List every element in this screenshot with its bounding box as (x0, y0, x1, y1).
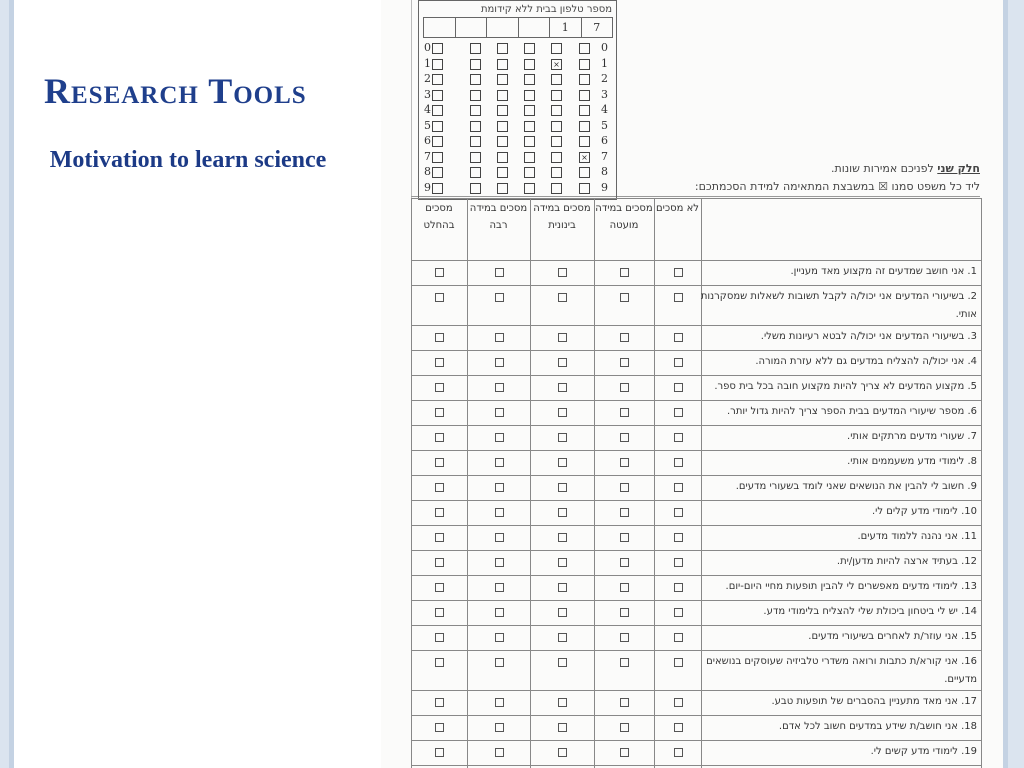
column-header: מסכים במידה בינונית (533, 203, 591, 231)
section-title: חלק שני (937, 162, 980, 175)
table-row-line (411, 450, 981, 451)
left-decor-stripe (9, 0, 14, 768)
digit-checkbox[interactable] (524, 59, 535, 70)
table-col-line (981, 198, 982, 768)
digit-checkbox[interactable] (470, 136, 481, 147)
likert-checkbox[interactable] (435, 333, 444, 342)
digit-row (419, 72, 616, 87)
digit-label-right: 0 (601, 41, 608, 54)
likert-checkbox[interactable] (620, 433, 629, 442)
likert-checkbox[interactable] (674, 583, 683, 592)
instructions: ליד כל משפט סמנו ☒ במשבצת המתאימה למידת הסכמתכם: (694, 180, 980, 193)
likert-checkbox[interactable] (435, 483, 444, 492)
digit-label-right: 9 (601, 180, 608, 194)
likert-checkbox[interactable] (495, 748, 504, 757)
digit-checkbox[interactable] (551, 74, 562, 85)
digit-label-right: 8 (601, 165, 608, 178)
likert-checkbox[interactable] (495, 533, 504, 542)
digit-checkbox[interactable] (524, 152, 535, 163)
digit-checkbox[interactable] (497, 167, 508, 178)
likert-checkbox[interactable] (674, 608, 683, 617)
likert-checkbox[interactable] (620, 358, 629, 367)
likert-checkbox[interactable] (674, 658, 683, 667)
digit-checkbox[interactable] (497, 59, 508, 70)
phone-number-grid (418, 0, 617, 200)
likert-checkbox[interactable] (558, 633, 567, 642)
likert-checkbox[interactable] (620, 483, 629, 492)
likert-checkbox[interactable] (435, 633, 444, 642)
likert-checkbox[interactable] (435, 458, 444, 467)
phone-digit-cell[interactable]: 7 (593, 21, 601, 34)
digit-label: 6 (424, 134, 431, 147)
likert-checkbox[interactable] (674, 268, 683, 277)
statement-text: 4. אני יכול/ה להצליח במדעים גם ללא עזרת המורה. (755, 356, 977, 367)
likert-checkbox[interactable] (674, 508, 683, 517)
likert-checkbox[interactable] (674, 293, 683, 302)
statement-text: 16. אני קורא/ת כתבות ורואה משדרי טלביזיה שעוסקים בנושאים מדעיים. (706, 656, 977, 685)
digit-checkbox[interactable] (432, 59, 443, 70)
table-col-line (654, 198, 655, 768)
likert-checkbox[interactable] (558, 408, 567, 417)
digit-checkbox[interactable] (497, 136, 508, 147)
likert-checkbox[interactable] (674, 558, 683, 567)
table-col-line (467, 198, 468, 768)
digit-checkbox[interactable] (551, 136, 562, 147)
likert-checkbox[interactable] (558, 268, 567, 277)
table-col-line (530, 198, 531, 768)
digit-checkbox[interactable] (524, 121, 535, 132)
section-heading (831, 162, 980, 175)
table-row-line (411, 260, 981, 261)
digit-label: 5 (424, 118, 431, 132)
digit-checkbox[interactable] (551, 183, 562, 194)
table-row-line (411, 575, 981, 576)
digit-row (419, 134, 616, 149)
likert-checkbox[interactable] (495, 268, 504, 277)
digit-checkbox[interactable] (579, 167, 590, 178)
likert-checkbox[interactable] (558, 458, 567, 467)
table-row-line (411, 198, 981, 199)
digit-checkbox[interactable] (432, 167, 443, 178)
likert-checkbox[interactable] (558, 698, 567, 707)
digit-checkbox[interactable] (470, 167, 481, 178)
statement-text: 17. אני מאד מתעניין בהסברים של תופעות טבע. (771, 696, 977, 707)
statement-text: 3. בשיעורי המדעים אני יכול/ה לבטא רעיונות משלי. (760, 331, 977, 342)
statement-text: 6. מספר שיעורי המדעים בבית הספר צריך להיות גדול יותר. (727, 406, 977, 417)
likert-checkbox[interactable] (674, 748, 683, 757)
digit-label: 2 (424, 72, 431, 85)
likert-checkbox[interactable] (435, 533, 444, 542)
digit-checkbox[interactable] (432, 74, 443, 85)
likert-checkbox[interactable] (435, 583, 444, 592)
likert-checkbox[interactable] (674, 723, 683, 732)
likert-checkbox[interactable] (674, 698, 683, 707)
likert-checkbox[interactable] (435, 358, 444, 367)
digit-checkbox[interactable] (551, 152, 562, 163)
likert-checkbox[interactable] (495, 358, 504, 367)
table-col-line (594, 198, 595, 768)
table-row-line (411, 715, 981, 716)
digit-label-right: 3 (601, 87, 608, 101)
likert-checkbox[interactable] (495, 408, 504, 417)
digit-checkbox[interactable] (432, 136, 443, 147)
digit-checkbox[interactable] (470, 74, 481, 85)
digit-label: 9 (424, 180, 431, 194)
digit-checkbox[interactable]: × (551, 59, 562, 70)
likert-checkbox[interactable] (495, 508, 504, 517)
digit-label-right: 1 (601, 56, 608, 70)
phone-digit-cell[interactable] (424, 18, 456, 37)
likert-checkbox[interactable] (495, 458, 504, 467)
digit-checkbox[interactable] (524, 74, 535, 85)
likert-checkbox[interactable] (495, 433, 504, 442)
digit-label: 3 (424, 87, 431, 101)
digit-label: 4 (424, 103, 431, 116)
table-row-line (411, 350, 981, 351)
column-header: מסכים במידה מועטה (595, 203, 653, 231)
phone-digit-cell[interactable] (456, 18, 488, 37)
digit-row (419, 57, 616, 72)
digit-checkbox[interactable] (524, 90, 535, 101)
likert-checkbox[interactable] (558, 333, 567, 342)
statement-text: 9. חשוב לי להבין את הנושאים שאני לומד בשעורי מדעים. (735, 481, 977, 492)
digit-checkbox[interactable] (579, 105, 590, 116)
digit-checkbox[interactable] (470, 59, 481, 70)
digit-checkbox[interactable] (432, 90, 443, 101)
digit-label: 7 (424, 149, 431, 163)
digit-row (419, 165, 616, 180)
likert-checkbox[interactable] (558, 293, 567, 302)
likert-checkbox[interactable] (495, 698, 504, 707)
likert-checkbox[interactable] (435, 723, 444, 732)
likert-checkbox[interactable] (435, 268, 444, 277)
likert-checkbox[interactable] (558, 748, 567, 757)
likert-checkbox[interactable] (435, 433, 444, 442)
digit-checkbox[interactable] (432, 105, 443, 116)
table-row-line (411, 285, 981, 286)
digit-checkbox[interactable] (524, 136, 535, 147)
digit-checkbox[interactable] (497, 74, 508, 85)
digit-checkbox[interactable] (497, 105, 508, 116)
likert-checkbox[interactable] (558, 433, 567, 442)
statement-text: 12. בעתיד ארצה להיות מדען/ית. (836, 556, 977, 567)
digit-checkbox[interactable] (470, 105, 481, 116)
likert-checkbox[interactable] (558, 533, 567, 542)
likert-checkbox[interactable] (495, 293, 504, 302)
digit-checkbox[interactable] (470, 90, 481, 101)
digit-checkbox[interactable] (551, 43, 562, 54)
likert-checkbox[interactable] (435, 698, 444, 707)
likert-checkbox[interactable] (674, 333, 683, 342)
phone-digit-cell[interactable]: 1 (550, 18, 582, 37)
likert-checkbox[interactable] (620, 658, 629, 667)
digit-label: 0 (424, 41, 431, 54)
slide-title: Research Tools (44, 71, 307, 111)
likert-checkbox[interactable] (435, 658, 444, 667)
likert-checkbox[interactable] (674, 533, 683, 542)
likert-checkbox[interactable] (620, 383, 629, 392)
digit-checkbox[interactable] (579, 90, 590, 101)
column-header: מסכים במידה רבה (469, 203, 528, 231)
digit-row (419, 103, 616, 118)
digit-row (419, 181, 616, 196)
digit-row (419, 41, 616, 56)
digit-checkbox[interactable] (524, 183, 535, 194)
column-header: לא מסכים (656, 203, 699, 214)
statement-text: 1. אני חושב שמדעים זה מקצוע מאד מעניין. (790, 266, 977, 277)
likert-checkbox[interactable] (674, 433, 683, 442)
likert-checkbox[interactable] (558, 558, 567, 567)
likert-checkbox[interactable] (674, 358, 683, 367)
digit-label-right: 7 (601, 149, 608, 163)
digit-checkbox[interactable] (551, 121, 562, 132)
likert-checkbox[interactable] (620, 558, 629, 567)
digit-checkbox[interactable] (497, 152, 508, 163)
likert-checkbox[interactable] (620, 748, 629, 757)
likert-checkbox[interactable] (620, 533, 629, 542)
statement-text: 14. יש לי ביטחון ביכולת שלי להצליח בלימודי מדע. (763, 606, 977, 617)
digit-row (419, 150, 616, 165)
likert-checkbox[interactable] (674, 483, 683, 492)
table-row-line (411, 400, 981, 401)
likert-checkbox[interactable] (620, 608, 629, 617)
digit-checkbox[interactable] (579, 121, 590, 132)
likert-checkbox[interactable] (495, 633, 504, 642)
likert-checkbox[interactable] (558, 483, 567, 492)
likert-checkbox[interactable] (495, 723, 504, 732)
digit-checkbox[interactable] (579, 136, 590, 147)
statement-text: 11. אני נהנה ללמוד מדעים. (857, 531, 977, 542)
digit-checkbox[interactable]: × (579, 152, 590, 163)
table-row-line (411, 500, 981, 501)
likert-checkbox[interactable] (558, 608, 567, 617)
digit-checkbox[interactable] (497, 43, 508, 54)
likert-checkbox[interactable] (674, 383, 683, 392)
digit-checkbox[interactable] (524, 105, 535, 116)
table-row-line (411, 475, 981, 476)
likert-checkbox[interactable] (495, 583, 504, 592)
statement-text: 10. לימודי מדע קלים לי. (871, 506, 977, 517)
digit-checkbox[interactable] (551, 167, 562, 178)
likert-checkbox[interactable] (674, 458, 683, 467)
table-row-line (411, 425, 981, 426)
digit-label-right: 5 (601, 118, 608, 132)
digit-row (419, 88, 616, 103)
digit-checkbox[interactable] (497, 90, 508, 101)
phone-digit-cell[interactable] (487, 18, 519, 37)
table-row-line (411, 690, 981, 691)
statement-text: 8. לימודי מדע משעממים אותי. (847, 456, 977, 467)
likert-checkbox[interactable] (620, 698, 629, 707)
table-row-line (411, 525, 981, 526)
table-col-line (411, 198, 412, 768)
likert-checkbox[interactable] (620, 633, 629, 642)
likert-checkbox[interactable] (674, 633, 683, 642)
digit-checkbox[interactable] (432, 43, 443, 54)
likert-checkbox[interactable] (435, 383, 444, 392)
digit-label-right: 4 (601, 103, 608, 116)
digit-label-right: 6 (601, 134, 608, 147)
likert-checkbox[interactable] (620, 583, 629, 592)
column-header: מסכים בהחלט (423, 203, 455, 231)
likert-checkbox[interactable] (620, 723, 629, 732)
likert-checkbox[interactable] (558, 383, 567, 392)
left-decor-bar (0, 0, 9, 768)
statement-text: 13. לימודי מדעים מאפשרים לי להבין תופעות מחיי היום-יום. (725, 581, 977, 592)
digit-checkbox[interactable] (470, 121, 481, 132)
digit-checkbox[interactable] (579, 43, 590, 54)
likert-checkbox[interactable] (495, 658, 504, 667)
likert-checkbox[interactable] (558, 508, 567, 517)
likert-checkbox[interactable] (558, 723, 567, 732)
digit-checkbox[interactable] (551, 90, 562, 101)
digit-checkbox[interactable] (470, 43, 481, 54)
likert-checkbox[interactable] (620, 333, 629, 342)
table-row-line (411, 375, 981, 376)
digit-checkbox[interactable] (579, 183, 590, 194)
digit-label-right: 2 (601, 72, 608, 85)
statement-text: 2. בשיעורי המדעים אני יכול/ה לקבל תשובות לשאלות שמסקרנות אותי. (700, 291, 977, 320)
likert-table (411, 198, 981, 768)
digit-checkbox[interactable] (579, 59, 590, 70)
statement-text: 18. אני חושב/ת שידע במדעים חשוב לכל אדם. (778, 721, 977, 732)
likert-checkbox[interactable] (435, 408, 444, 417)
digit-checkbox[interactable] (470, 152, 481, 163)
likert-checkbox[interactable] (435, 608, 444, 617)
likert-checkbox[interactable] (435, 293, 444, 302)
questionnaire-scan (381, 0, 1003, 768)
slide-subtitle: Motivation to learn science (49, 147, 327, 173)
digit-checkbox[interactable] (524, 43, 535, 54)
statement-text: 5. מקצוע המדעים לא צריך להיות מקצוע חובה בכל בית ספר. (714, 381, 977, 392)
table-row-line (411, 625, 981, 626)
likert-checkbox[interactable] (435, 558, 444, 567)
likert-checkbox[interactable] (495, 608, 504, 617)
likert-checkbox[interactable] (558, 583, 567, 592)
statement-text: 19. לימודי מדע קשים לי. (870, 746, 977, 757)
likert-checkbox[interactable] (435, 748, 444, 757)
likert-checkbox[interactable] (620, 268, 629, 277)
digit-checkbox[interactable] (551, 105, 562, 116)
digit-label: 1 (424, 56, 431, 70)
likert-checkbox[interactable] (435, 508, 444, 517)
phone-digit-cell[interactable] (519, 18, 551, 37)
phone-digit-cells (423, 17, 613, 38)
digit-row (419, 119, 616, 134)
table-row-line (411, 325, 981, 326)
section-intro: לפניכם אמירות שונות. (831, 162, 934, 175)
digit-checkbox[interactable] (579, 74, 590, 85)
likert-checkbox[interactable] (495, 333, 504, 342)
digit-checkbox[interactable] (432, 152, 443, 163)
digit-label: 8 (424, 165, 431, 178)
likert-checkbox[interactable] (558, 658, 567, 667)
statement-text: 15. אני עוזר/ת לאחרים בשיעורי מדעים. (808, 631, 977, 642)
phone-label: מספר טלפון בבית ללא קידומת (480, 4, 612, 15)
table-row-line (411, 740, 981, 741)
table-row-line (411, 600, 981, 601)
digit-checkbox[interactable] (470, 183, 481, 194)
table-row-line (411, 550, 981, 551)
digit-checkbox[interactable] (497, 121, 508, 132)
statement-text: 7. שעורי מדעים מרתקים אותי. (847, 431, 977, 442)
likert-checkbox[interactable] (620, 458, 629, 467)
likert-checkbox[interactable] (674, 408, 683, 417)
likert-checkbox[interactable] (558, 358, 567, 367)
likert-checkbox[interactable] (495, 558, 504, 567)
likert-checkbox[interactable] (620, 293, 629, 302)
digit-checkbox[interactable] (497, 183, 508, 194)
likert-checkbox[interactable] (620, 508, 629, 517)
likert-checkbox[interactable] (495, 483, 504, 492)
table-row-line (411, 765, 981, 766)
digit-checkbox[interactable] (524, 167, 535, 178)
digit-checkbox[interactable] (432, 121, 443, 132)
table-row-line (411, 650, 981, 651)
likert-checkbox[interactable] (620, 408, 629, 417)
likert-checkbox[interactable] (495, 383, 504, 392)
right-decor-bar (1008, 0, 1024, 768)
digit-checkbox[interactable] (432, 183, 443, 194)
